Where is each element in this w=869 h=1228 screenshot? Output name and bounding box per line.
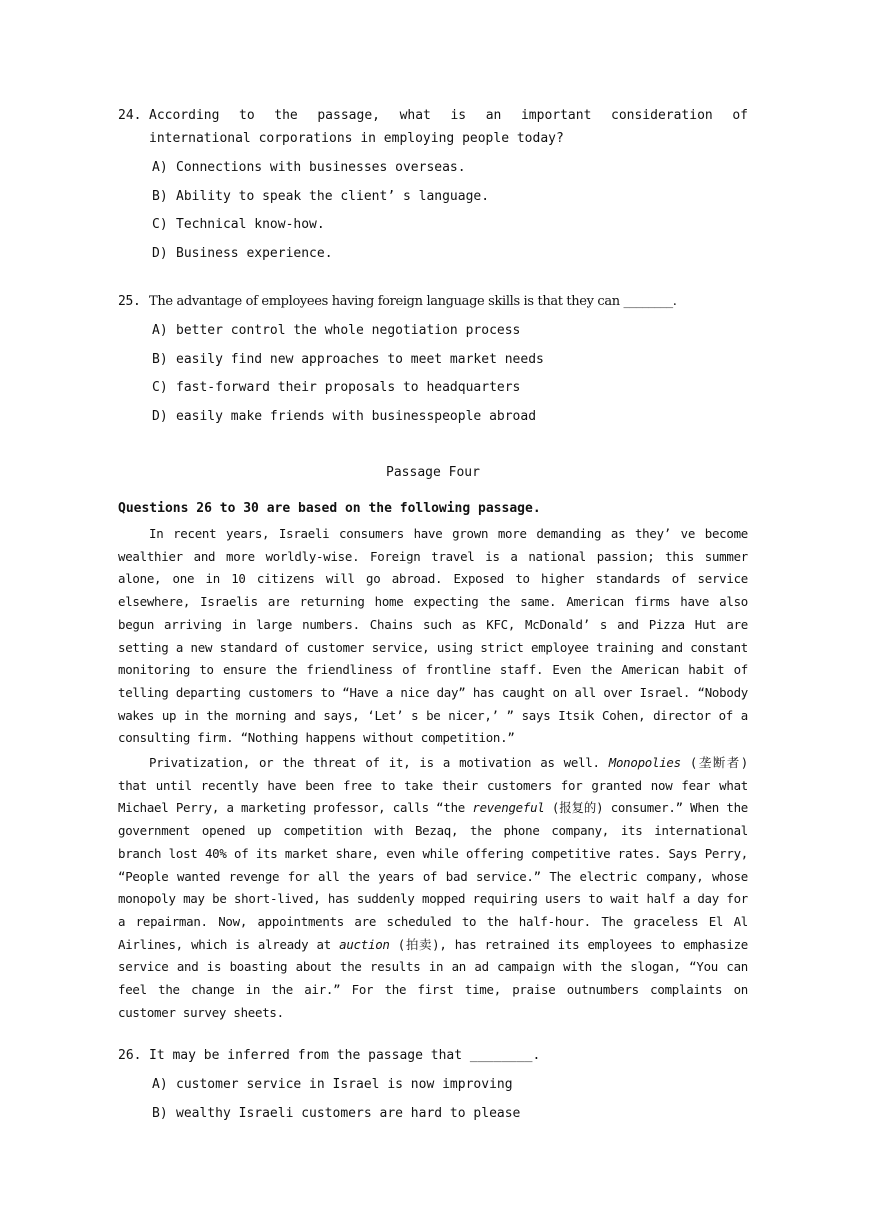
question-24-stem: [118, 104, 748, 150]
option-letter: B): [152, 1105, 168, 1121]
question-26-stem: [118, 1044, 748, 1067]
option-text: fast-forward their proposals to headquarters: [176, 380, 521, 395]
option-letter: C): [152, 380, 168, 395]
option-text: better control the whole negotiation process: [176, 323, 521, 338]
passage-title: Passage Four: [386, 465, 480, 480]
paragraph-text: Privatization, or the threat of it, is a motivation as well.: [149, 755, 609, 771]
question-26-options: [118, 1071, 748, 1128]
question-25-stem: [118, 290, 748, 313]
option-text: wealthy Israeli customers are hard to please: [176, 1105, 521, 1121]
question-text: The advantage of employees having foreign language skills is that they can ________.: [149, 294, 677, 309]
option-d: [118, 403, 748, 432]
option-b: [118, 346, 748, 375]
italic-term: Monopolies: [608, 755, 681, 771]
option-b: [118, 183, 748, 212]
passage-paragraph-2: [118, 752, 748, 1024]
paragraph-text: (报复的) consumer.” When the government opened up competition with Bezaq, the phone company, its international branch lost 40% of its market share, even while offering competitive rates. Says Perry, “People wanted revenge for all the years of bad service.” The electric company, whose monopoly may be short-lived, has suddenly mopped requiring users to wait half a day for a repairman. Now, appointments are scheduled to the half-hour. The graceless El Al Airlines, which is already at: [118, 800, 749, 952]
option-text: Business experience.: [176, 245, 333, 261]
option-text: Ability to speak the client’ s language.: [176, 188, 490, 204]
option-letter: D): [152, 245, 168, 261]
italic-term: auction: [339, 936, 390, 952]
option-letter: A): [152, 323, 168, 338]
question-26: [118, 1044, 748, 1128]
option-letter: A): [152, 1077, 168, 1093]
question-24-options: [118, 154, 748, 268]
option-text: easily make friends with businesspeople abroad: [176, 408, 537, 424]
option-d: [118, 240, 748, 269]
option-letter: A): [152, 160, 168, 175]
option-text: customer service in Israel is now improving: [176, 1077, 513, 1093]
question-number: 25.: [118, 294, 141, 309]
option-c: [118, 374, 748, 403]
option-letter: D): [152, 408, 168, 424]
option-a: [118, 154, 748, 183]
option-text: Technical know-how.: [176, 217, 325, 232]
question-25-options: [118, 317, 748, 431]
paragraph-text: (垄断者) that until recently have been free to take their customers for granted now fear what Michael Perry, a marketing professor, calls “the: [118, 755, 748, 816]
option-b: [118, 1100, 748, 1129]
paragraph-text: (拍卖), has retrained its employees to emphasize service and is boasting about the results in an ad campaign with the slogan, “You can feel the change in the air.” For the first time, praise outnumbers complaints on customer survey sheets.: [118, 936, 748, 1020]
option-c: [118, 211, 748, 240]
option-letter: B): [152, 351, 168, 367]
question-25: [118, 290, 748, 431]
passage-instruction: Questions 26 to 30 are based on the following passage.: [118, 501, 541, 516]
option-a: [118, 1071, 748, 1100]
exam-page: [118, 104, 748, 1128]
option-text: Connections with businesses overseas.: [176, 160, 466, 175]
option-letter: B): [152, 188, 168, 204]
question-24: [118, 104, 748, 268]
question-text: According to the passage, what is an important consideration of international corporations in employing people today?: [149, 108, 748, 146]
option-letter: C): [152, 217, 168, 232]
question-number: 24.: [118, 108, 142, 123]
question-text: It may be inferred from the passage that ________.: [149, 1048, 541, 1064]
option-text: easily find new approaches to meet market needs: [176, 351, 544, 367]
italic-term: revengeful: [472, 800, 545, 816]
question-number: 26.: [118, 1048, 142, 1064]
passage-paragraph-1: In recent years, Israeli consumers have grown more demanding as they’ ve become wealthier and more worldly-wise. Foreign travel is a national passion; this summer alone, one in 10 citizens will go abroad. Exposed to higher standards of service elsewhere, Israelis are returning home expecting the same. American firms have also begun arriving in large numbers. Chains such as KFC, McDonald’ s and Pizza Hut are setting a new standard of customer service, using strict employee training and constant monitoring to ensure the friendliness of frontline staff. Even the American habit of telling departing customers to “Have a nice day” has caught on all over Israel. “Nobody wakes up in the morning and says, ‘Let’ s be nicer,’ ” says Itsik Cohen, director of a consulting firm. “Nothing happens without competition.”: [118, 526, 748, 746]
option-a: [118, 317, 748, 346]
